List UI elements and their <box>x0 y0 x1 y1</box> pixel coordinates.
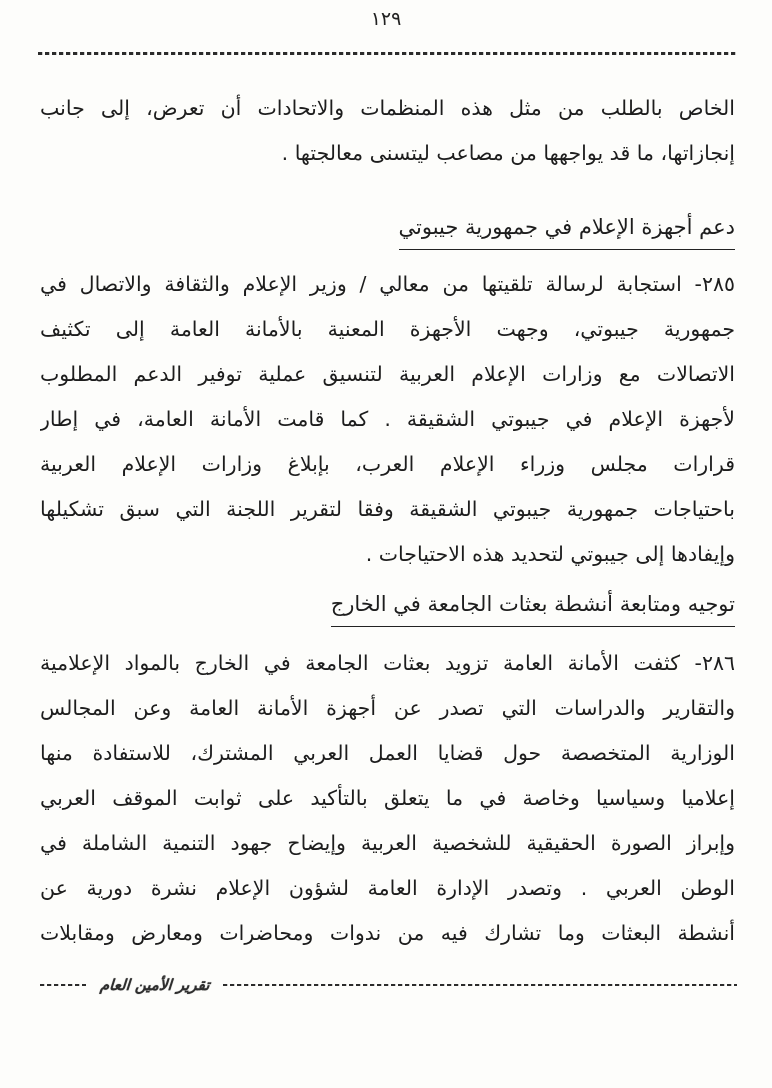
text-line: الخاص بالطلب من مثل هذه المنظمات والاتحادات أن تعرض، إلى جانب <box>40 96 735 120</box>
top-divider-rule <box>38 52 736 55</box>
text-line: جمهورية جيبوتي، وجهت الأجهزة المعنية بالأمانة العامة إلى تكثيف <box>40 317 735 341</box>
text-line: الوطن العربي . وتصدر الإدارة العامة لشؤون الإعلام نشرة دورية عن <box>40 876 735 900</box>
footer-left-dash-rule <box>40 984 86 986</box>
heading-text: دعم أجهزة الإعلام في جمهورية جيبوتي <box>399 212 735 250</box>
text-line: إنجازاتها، ما قد يواجهها من مصاعب ليتسنى معالجتها . <box>281 141 735 165</box>
text-line: والتقارير والدراسات التي تصدر عن أجهزة الأمانة العامة وعن المجالس <box>40 696 735 720</box>
text-line: الوزارية المتخصصة حول قضايا العمل العربي المشترك، للاستفادة منها <box>40 741 735 765</box>
heading-text: توجيه ومتابعة أنشطة بعثات الجامعة في الخارج <box>331 589 735 627</box>
text-line: ٢٨٦- كثفت الأمانة العامة تزويد بعثات الجامعة في الخارج بالمواد الإعلامية <box>40 651 735 675</box>
text-line: أنشطة البعثات وما تشارك فيه من ندوات ومحاضرات ومعارض ومقابلات <box>40 921 735 945</box>
page-footer <box>40 972 737 998</box>
paragraph-286 <box>40 641 735 956</box>
section-heading-media-support <box>40 212 735 250</box>
text-line: لأجهزة الإعلام في جيبوتي الشقيقة . كما قامت الأمانة العامة، في إطار <box>40 407 735 431</box>
footer-divider-rule <box>223 984 737 986</box>
text-line: ٢٨٥- استجابة لرسالة تلقيتها من معالي / وزير الإعلام والثقافة والاتصال في <box>40 272 735 296</box>
intro-paragraph <box>40 86 735 176</box>
page-number: ١٢٩ <box>370 8 402 30</box>
footer-report-label: تقرير الأمين العام <box>99 976 211 994</box>
text-line: باحتياجات جمهورية جيبوتي الشقيقة وفقا لتقرير اللجنة التي سبق تشكيلها <box>40 497 735 521</box>
text-line: وإبراز الصورة الحقيقية للشخصية العربية وإيضاح جهود التنمية الشاملة في <box>40 831 735 855</box>
paragraph-285 <box>40 262 735 577</box>
text-line: قرارات مجلس وزراء الإعلام العرب، بإبلاغ وزارات الإعلام العربية <box>40 452 735 476</box>
section-heading-missions <box>40 589 735 627</box>
text-line: الاتصالات مع وزارات الإعلام العربية لتنسيق عملية توفير الدعم المطلوب <box>40 362 735 386</box>
text-line: وإيفادها إلى جيبوتي لتحديد هذه الاحتياجات . <box>365 542 735 566</box>
text-line: إعلاميا وسياسيا وخاصة في ما يتعلق بالتأكيد على ثوابت الموقف العربي <box>40 786 735 810</box>
